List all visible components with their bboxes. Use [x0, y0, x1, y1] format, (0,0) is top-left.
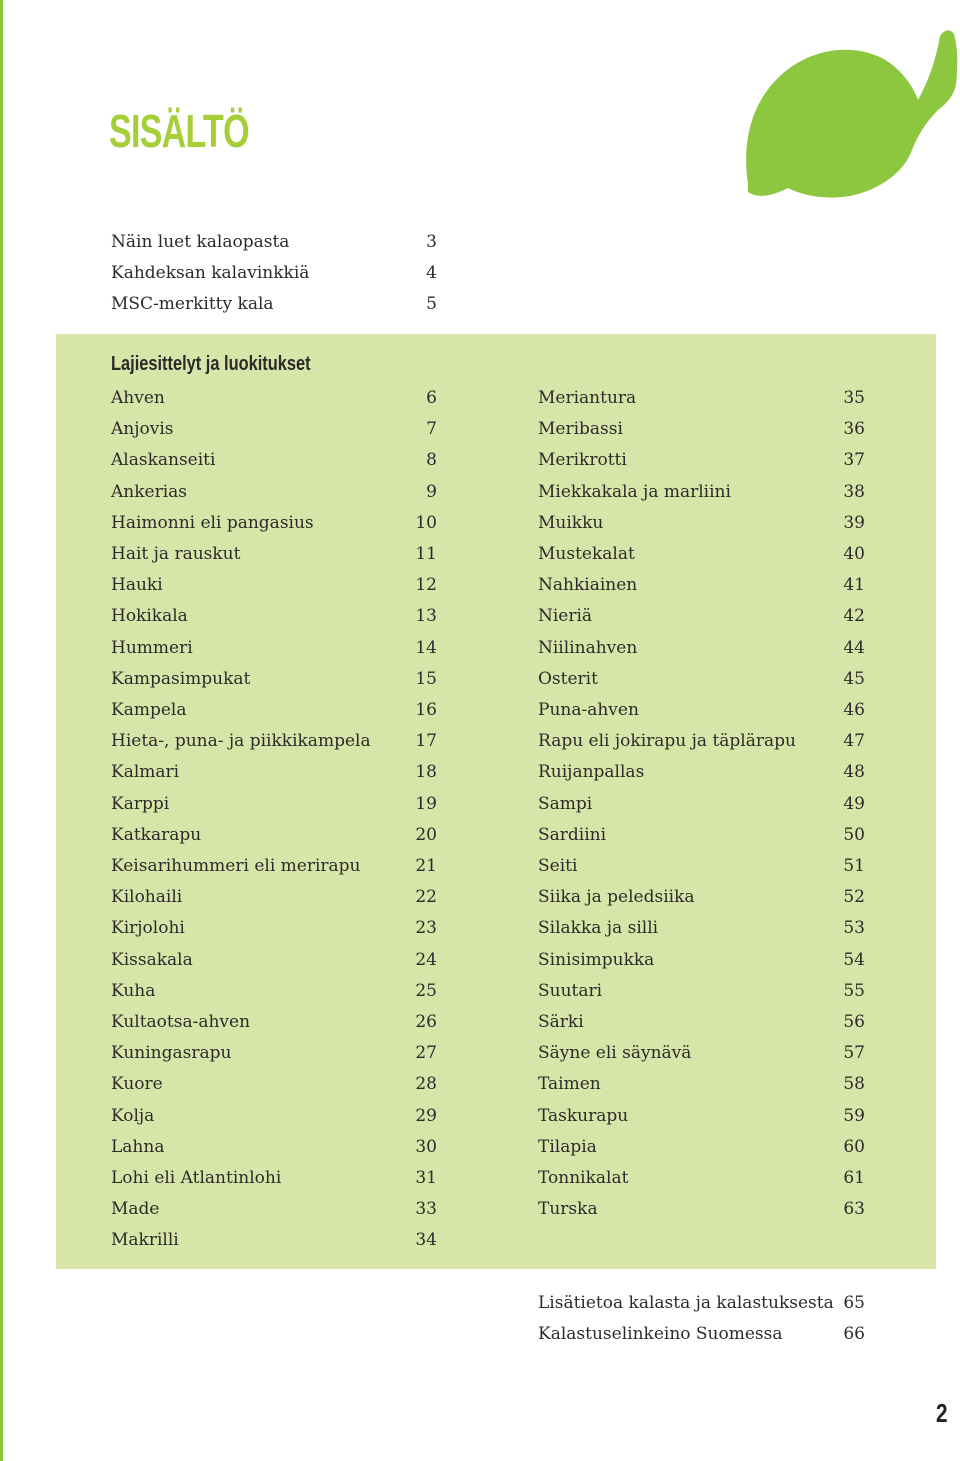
toc-entry[interactable] [538, 575, 865, 606]
toc-entry-label: Mustekalat [538, 544, 635, 564]
toc-entry-page: 45 [843, 668, 865, 689]
toc-entry-label: Kuha [111, 980, 156, 1001]
toc-entry-page: 51 [843, 856, 865, 876]
toc-entry-page: 27 [415, 1043, 437, 1064]
toc-entry[interactable] [538, 731, 865, 762]
toc-entry-label: Turska [538, 1199, 598, 1220]
toc-entry-label: Kalmari [111, 762, 180, 783]
toc-entry-page: 11 [415, 544, 437, 564]
toc-entry-label: Näin luet kalaopasta [111, 232, 290, 252]
toc-entry[interactable] [111, 544, 437, 575]
toc-entry-label: Taskurapu [538, 1105, 629, 1126]
toc-entry-page: 37 [843, 450, 865, 471]
toc-entry[interactable] [538, 669, 865, 700]
toc-entry-label: Silakka ja silli [538, 918, 659, 939]
toc-entry-page: 63 [843, 1199, 865, 1220]
toc-entry-label: Alaskanseiti [111, 450, 216, 471]
toc-entry-label: Hauki [111, 575, 163, 596]
toc-entry-label: Kuningasrapu [111, 1043, 232, 1064]
toc-entry[interactable] [538, 1168, 865, 1199]
toc-entry-page: 65 [843, 1293, 865, 1313]
toc-entry-page: 24 [415, 949, 437, 970]
toc-entry[interactable] [538, 388, 865, 419]
toc-entry-page: 26 [415, 1012, 437, 1032]
toc-entry-page: 56 [843, 1012, 865, 1032]
toc-entry[interactable] [111, 981, 437, 1012]
toc-entry-page: 46 [843, 700, 865, 720]
toc-entry[interactable] [111, 575, 437, 606]
toc-entry[interactable] [538, 1043, 865, 1074]
toc-entry-page: 61 [843, 1168, 865, 1188]
toc-entry[interactable] [538, 482, 865, 513]
toc-entry-page: 7 [426, 419, 437, 440]
toc-entry-page: 17 [415, 731, 437, 752]
toc-entry-label: Ruijanpallas [538, 762, 645, 783]
toc-entry[interactable] [111, 669, 437, 700]
toc-entry-page: 4 [426, 263, 437, 284]
toc-entry-page: 59 [843, 1105, 865, 1126]
toc-entry-label: Lohi eli Atlantinlohi [111, 1168, 282, 1188]
toc-entry-page: 19 [415, 793, 437, 814]
toc-entry[interactable] [538, 1106, 865, 1137]
toc-entry-label: Särki [538, 1012, 584, 1032]
toc-entry-page: 58 [843, 1074, 865, 1095]
toc-entry[interactable] [111, 1043, 437, 1074]
toc-entry-page: 29 [415, 1105, 437, 1126]
toc-entry-label: Kilohaili [111, 887, 183, 908]
toc-entry-label: Anjovis [111, 419, 174, 440]
toc-entry[interactable] [111, 731, 437, 762]
toc-entry[interactable] [538, 513, 865, 544]
toc-entry-page: 13 [415, 606, 437, 627]
toc-entry[interactable] [111, 419, 437, 450]
toc-entry-page: 38 [843, 481, 865, 502]
page-title: SISÄLTÖ [109, 105, 249, 157]
toc-entry[interactable] [538, 950, 865, 981]
toc-entry[interactable] [538, 450, 865, 481]
page-edge-line [0, 0, 3, 1461]
toc-entry-label: Kirjolohi [111, 918, 185, 939]
toc-entry-label: Hummeri [111, 637, 193, 658]
toc-entry-label: Kampasimpukat [111, 668, 251, 689]
toc-entry[interactable] [538, 794, 865, 825]
toc-entry-label: Siika ja peledsiika [538, 887, 695, 908]
toc-entry-label: Hokikala [111, 606, 188, 627]
toc-entry-page: 9 [426, 481, 437, 502]
toc-entry[interactable] [538, 1137, 865, 1168]
toc-entry-page: 54 [843, 949, 865, 970]
toc-entry[interactable] [538, 825, 865, 856]
toc-entry-page: 21 [415, 856, 437, 876]
toc-entry-label: Miekkakala ja marliini [538, 481, 731, 502]
toc-entry-page: 49 [843, 793, 865, 814]
toc-entry-label: Haimonni eli pangasius [111, 512, 314, 533]
toc-entry-label: Kolja [111, 1105, 155, 1126]
toc-entry[interactable] [538, 638, 865, 669]
toc-entry[interactable] [111, 856, 437, 887]
toc-entry-label: Sampi [538, 793, 593, 814]
toc-entry[interactable] [111, 825, 437, 856]
toc-entry-page: 5 [426, 294, 437, 315]
toc-entry-label: Nieriä [538, 606, 593, 627]
toc-entry-label: Säyne eli säynävä [538, 1043, 692, 1064]
toc-entry-page: 39 [843, 512, 865, 533]
toc-entry-page: 60 [843, 1136, 865, 1157]
toc-entry[interactable] [538, 762, 865, 793]
toc-entry-label: Tonnikalat [538, 1168, 629, 1188]
toc-entry-label: Ahven [111, 388, 165, 408]
toc-entry-page: 52 [843, 887, 865, 908]
toc-entry[interactable] [111, 1230, 437, 1261]
toc-entry-label: Ankerias [111, 481, 188, 502]
toc-entry[interactable] [111, 232, 437, 263]
toc-entry[interactable] [111, 1074, 437, 1105]
toc-entry[interactable] [111, 263, 437, 294]
toc-entry-label: Meribassi [538, 419, 623, 440]
toc-entry[interactable] [538, 1012, 865, 1043]
toc-entry[interactable] [538, 1324, 865, 1355]
toc-entry-page: 22 [415, 887, 437, 908]
toc-entry-label: Suutari [538, 980, 603, 1001]
toc-entry[interactable] [538, 918, 865, 949]
toc-entry-label: MSC-merkitty kala [111, 294, 274, 315]
toc-entry-page: 34 [415, 1230, 437, 1251]
toc-entry-label: Kahdeksan kalavinkkiä [111, 263, 310, 284]
toc-entry[interactable] [538, 606, 865, 637]
toc-entry[interactable] [538, 981, 865, 1012]
toc-entry[interactable] [538, 1074, 865, 1105]
toc-entry-label: Kuore [111, 1074, 163, 1095]
toc-entry-page: 48 [843, 762, 865, 783]
toc-entry-label: Hieta-, puna- ja piikkikampela [111, 731, 371, 752]
toc-entry-page: 31 [415, 1168, 437, 1188]
toc-entry[interactable] [111, 794, 437, 825]
toc-entry-page: 41 [843, 575, 865, 596]
toc-entry-page: 33 [415, 1199, 437, 1220]
toc-entry[interactable] [111, 638, 437, 669]
toc-entry-label: Rapu eli jokirapu ja täplärapu [538, 731, 796, 752]
toc-entry-page: 36 [843, 419, 865, 440]
toc-entry-page: 25 [415, 980, 437, 1001]
toc-entry[interactable] [111, 1199, 437, 1230]
toc-entry-label: Muikku [538, 512, 604, 533]
toc-entry[interactable] [111, 700, 437, 731]
toc-entry-label: Kultaotsa-ahven [111, 1012, 251, 1032]
page-number: 2 [936, 1398, 948, 1428]
toc-entry-label: Tilapia [538, 1136, 597, 1157]
toc-entry[interactable] [111, 1012, 437, 1043]
toc-entry[interactable] [111, 887, 437, 918]
toc-entry[interactable] [111, 762, 437, 793]
toc-entry[interactable] [111, 918, 437, 949]
toc-entry-label: Lisätietoa kalasta ja kalastuksesta [538, 1293, 834, 1313]
toc-entry[interactable] [111, 1106, 437, 1137]
toc-entry[interactable] [111, 606, 437, 637]
toc-entry-page: 12 [415, 575, 437, 596]
toc-entry-label: Kalastuselinkeino Suomessa [538, 1324, 783, 1345]
toc-entry-page: 15 [415, 668, 437, 689]
toc-entry-label: Keisarihummeri eli merirapu [111, 856, 361, 876]
toc-entry-label: Nahkiainen [538, 575, 638, 596]
section-heading: Lajiesittelyt ja luokitukset [111, 353, 311, 375]
toc-entry-page: 47 [843, 731, 865, 752]
toc-entry-label: Niilinahven [538, 637, 638, 658]
toc-entry-page: 8 [426, 450, 437, 471]
toc-entry-page: 30 [415, 1136, 437, 1157]
toc-entry-page: 42 [843, 606, 865, 627]
toc-entry[interactable] [111, 388, 437, 419]
toc-entry-page: 53 [843, 918, 865, 939]
toc-entry-label: Hait ja rauskut [111, 544, 241, 564]
toc-entry-label: Lahna [111, 1136, 165, 1157]
toc-entry-label: Seiti [538, 856, 578, 876]
toc-entry-page: 57 [843, 1043, 865, 1064]
toc-entry-page: 23 [415, 918, 437, 939]
toc-entry[interactable] [538, 419, 865, 450]
flatfish-silhouette-icon [742, 24, 960, 202]
toc-entry-page: 28 [415, 1074, 437, 1095]
toc-entry-label: Meriantura [538, 388, 637, 408]
toc-entry-label: Sinisimpukka [538, 949, 655, 970]
toc-entry-page: 18 [415, 762, 437, 783]
toc-entry-page: 35 [843, 388, 865, 408]
toc-entry[interactable] [111, 1137, 437, 1168]
toc-entry-label: Kissakala [111, 949, 193, 970]
toc-entry[interactable] [538, 887, 865, 918]
toc-entry-page: 3 [426, 232, 437, 252]
toc-entry-page: 20 [415, 824, 437, 845]
toc-entry-page: 66 [843, 1324, 865, 1345]
toc-entry-page: 16 [415, 700, 437, 720]
toc-entry-label: Karppi [111, 793, 170, 814]
toc-entry-label: Sardiini [538, 824, 607, 845]
toc-entry-page: 40 [843, 544, 865, 564]
toc-entry[interactable] [111, 294, 437, 325]
toc-entry[interactable] [111, 513, 437, 544]
toc-entry-label: Merikrotti [538, 450, 627, 471]
toc-entry-page: 44 [843, 637, 865, 658]
toc-entry-label: Made [111, 1199, 160, 1220]
toc-entry[interactable] [111, 950, 437, 981]
toc-entry-page: 50 [843, 824, 865, 845]
toc-entry[interactable] [538, 1199, 865, 1230]
toc-entry[interactable] [111, 482, 437, 513]
toc-entry[interactable] [111, 450, 437, 481]
toc-entry[interactable] [538, 1293, 865, 1324]
toc-entry-page: 6 [426, 388, 437, 408]
toc-entry[interactable] [538, 856, 865, 887]
toc-entry-label: Taimen [538, 1074, 601, 1095]
toc-entry-label: Makrilli [111, 1230, 179, 1251]
toc-entry-page: 14 [415, 637, 437, 658]
toc-entry-label: Kampela [111, 700, 187, 720]
toc-entry-page: 55 [843, 980, 865, 1001]
toc-entry[interactable] [538, 700, 865, 731]
toc-entry-page: 10 [415, 512, 437, 533]
toc-entry-label: Osterit [538, 668, 598, 689]
toc-entry[interactable] [538, 544, 865, 575]
toc-entry-label: Katkarapu [111, 824, 202, 845]
toc-entry[interactable] [111, 1168, 437, 1199]
toc-entry-label: Puna-ahven [538, 700, 639, 720]
